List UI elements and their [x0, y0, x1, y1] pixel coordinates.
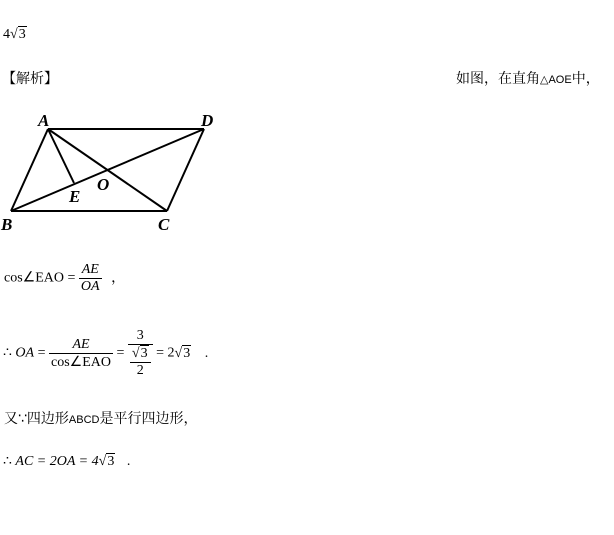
eq2-den2 [128, 344, 153, 379]
eq2-fraction-2 [128, 328, 153, 379]
analysis-label: 【解析】 [2, 71, 58, 87]
intro-triangle: △AOE [540, 74, 572, 86]
eq1-denominator: OA [80, 279, 100, 294]
label-D: D [201, 111, 214, 130]
eq2-tail: . [204, 345, 209, 361]
eq2-equals-1: = [37, 345, 46, 361]
diagonal-bd [11, 129, 204, 211]
intro-prefix: 如图，在直角 [456, 71, 540, 87]
parallelogram-statement [4, 408, 197, 428]
eq2-inner-radicand: 3 [140, 346, 148, 361]
eq4-expr: AC = 2OA = 4 [15, 454, 99, 469]
line3-name: ABCD [68, 414, 100, 426]
eq1-lhs: cos∠EAO [4, 270, 64, 286]
equation-2 [3, 328, 208, 379]
eq1-fraction [79, 262, 102, 295]
eq2-num1: AE [72, 336, 90, 352]
answer-sqrt: √3 [10, 27, 26, 42]
equation-1 [4, 262, 125, 295]
eq2-result-sqrt: √3 [174, 345, 191, 361]
eq1-tail: ， [111, 270, 126, 286]
eq1-equals: = [67, 270, 76, 286]
answer-coef: 4 [3, 27, 10, 42]
intro-text [456, 68, 600, 88]
label-C: C [158, 215, 170, 233]
answer [3, 26, 27, 43]
parallelogram-figure [0, 108, 230, 233]
eq2-den1: cos∠EAO [51, 354, 111, 370]
line3-prefix: 又∵四边形 [4, 411, 69, 427]
eq4-tail: . [126, 454, 131, 469]
eq2-equals-3: = [156, 345, 164, 361]
eq2-inner-den: 2 [130, 362, 151, 379]
eq1-numerator: AE [81, 262, 99, 277]
eq2-result-coef: 2 [167, 345, 175, 361]
eq2-fraction-1 [49, 337, 113, 371]
intro-suffix: 中， [571, 71, 600, 87]
eq4-therefore: ∴ [3, 454, 12, 469]
eq2-num2: 3 [136, 328, 144, 343]
eq2-equals-2: = [116, 345, 125, 361]
label-A: A [38, 111, 50, 130]
equation-4 [3, 453, 130, 470]
eq2-lhs: OA [15, 345, 35, 361]
eq2-inner-fraction: $\frac{√3}{2}$ [130, 345, 151, 379]
eq2-therefore: ∴ [3, 345, 12, 361]
eq4-sqrt: √3 [98, 454, 115, 469]
label-B: B [1, 215, 13, 233]
label-O: O [97, 175, 110, 194]
label-E: E [69, 187, 81, 206]
line3-suffix: 是平行四边形， [99, 411, 198, 427]
